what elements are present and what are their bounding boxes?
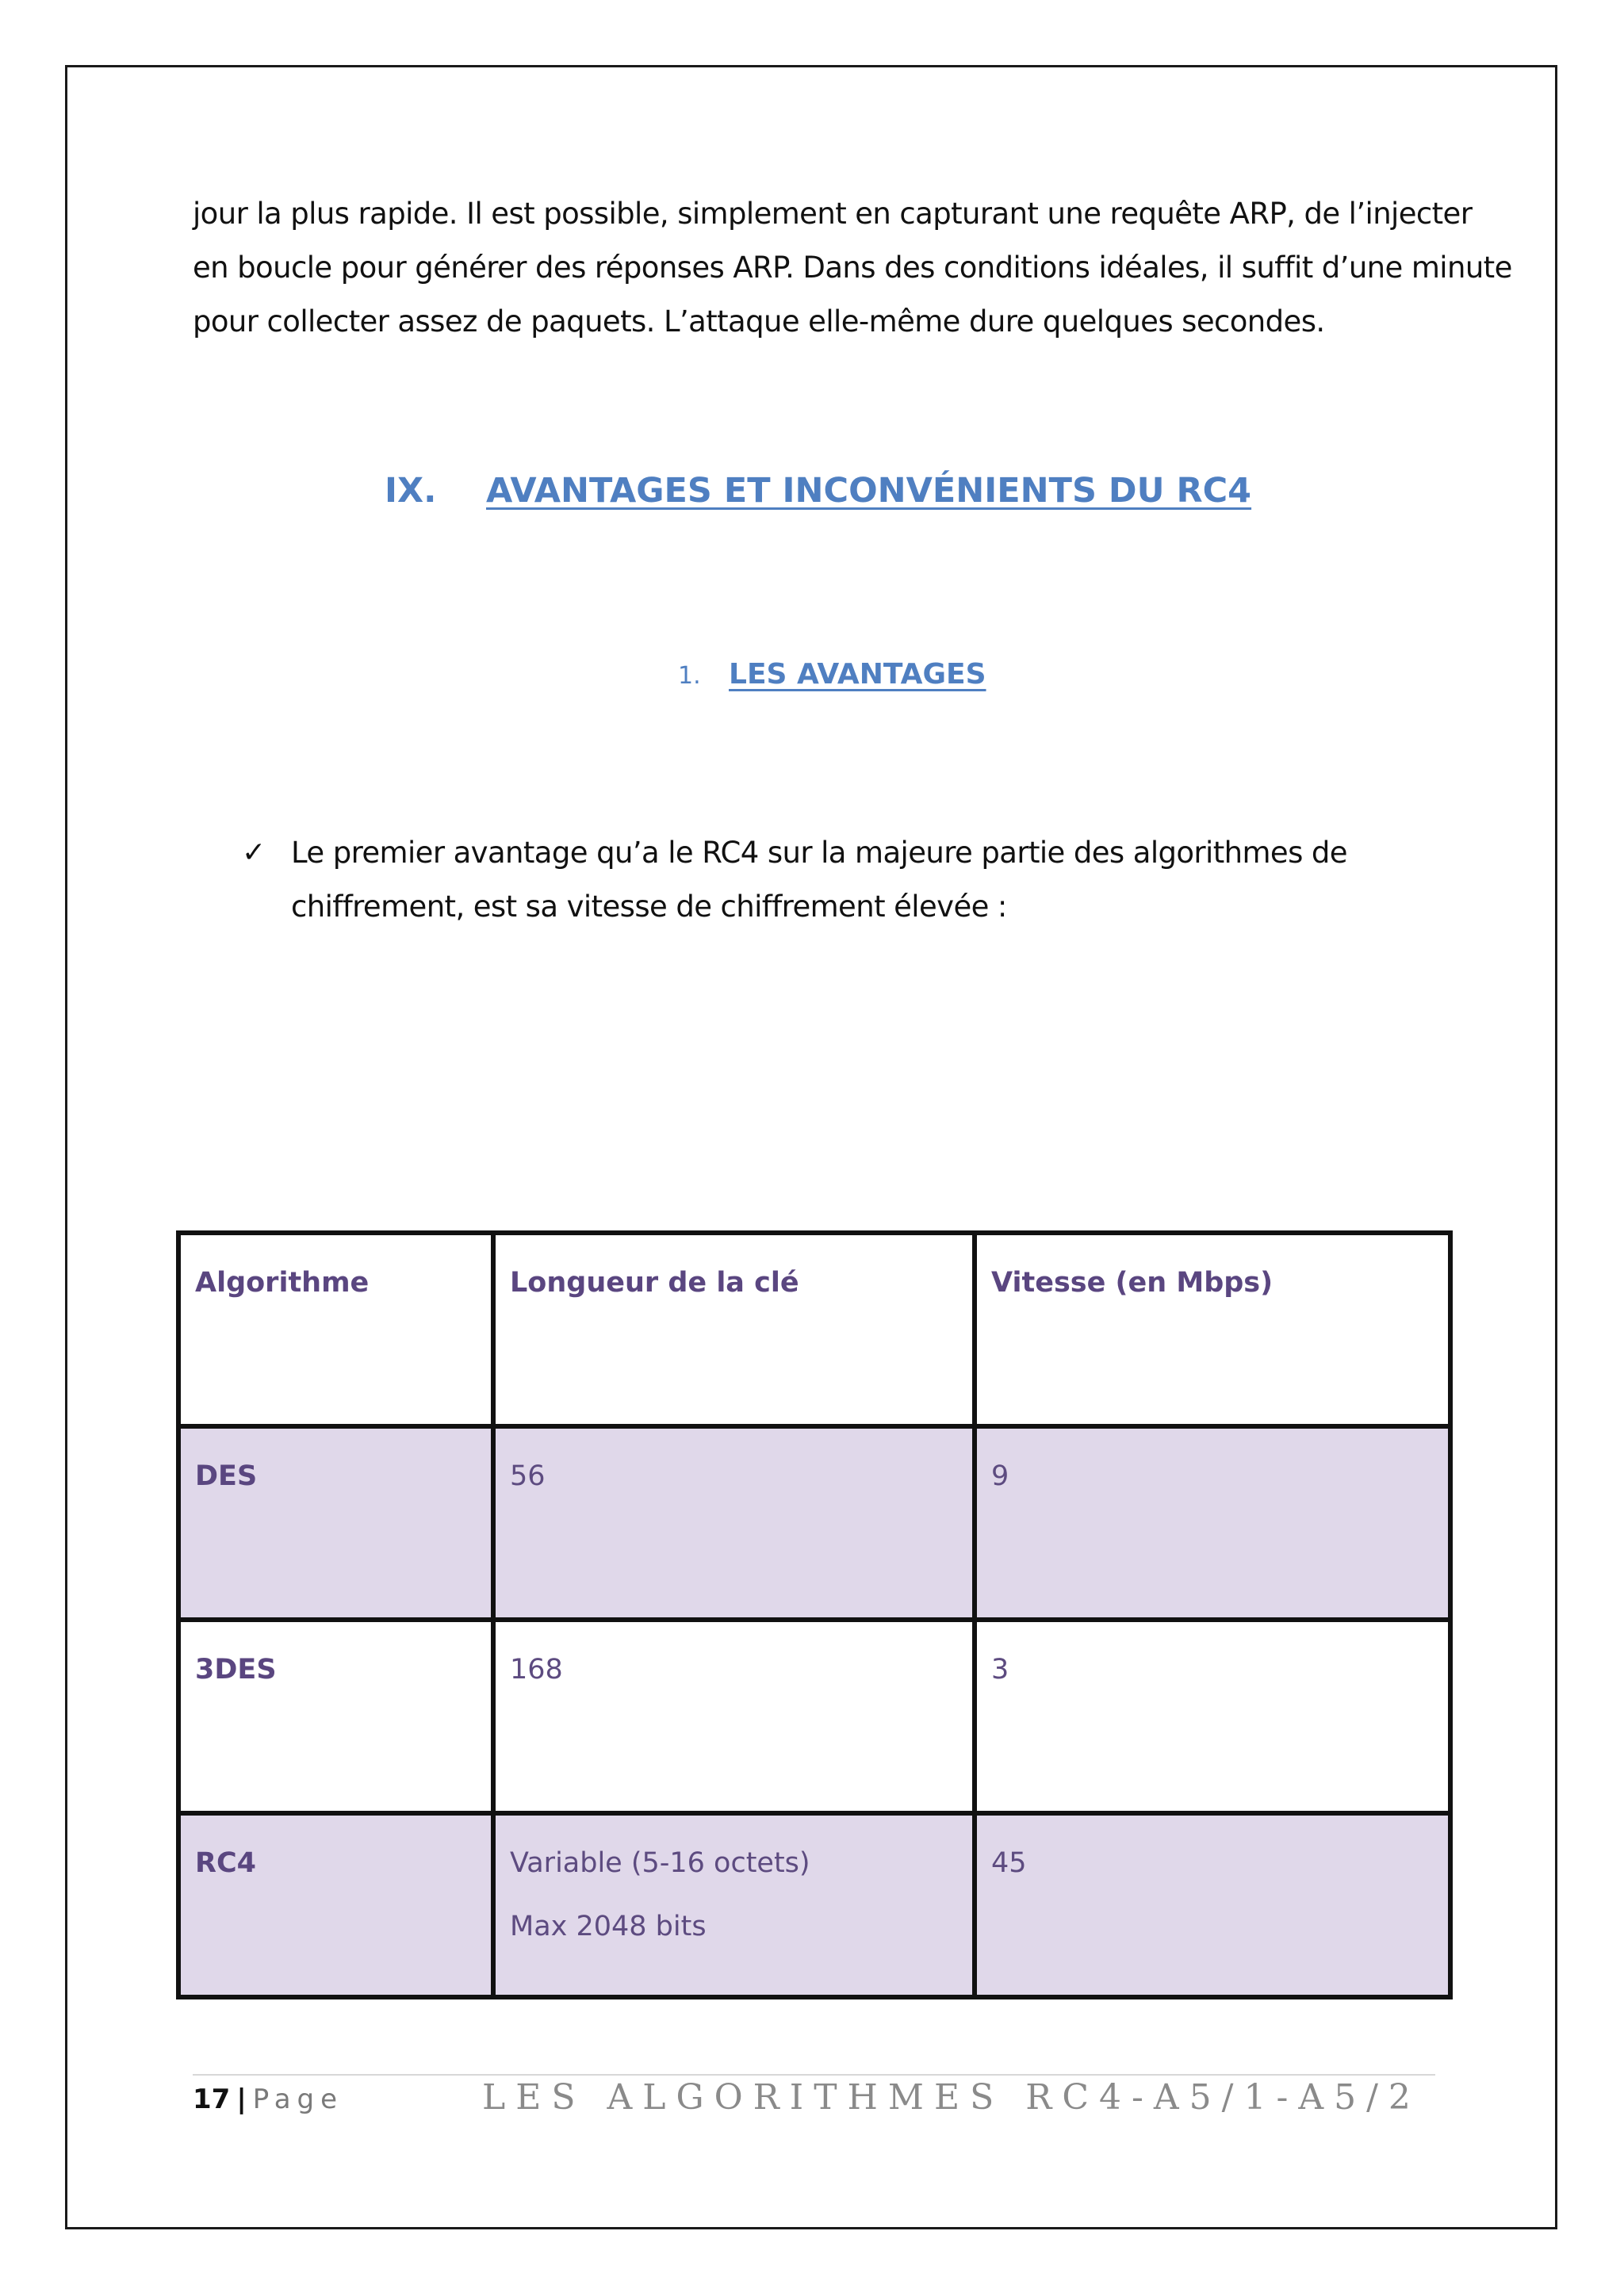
paragraph-line: jour la plus rapide. Il est possible, simplement en capturant une requête ARP, de l’injecter	[193, 197, 1473, 231]
paragraph-line: pour collecter assez de paquets. L’attaque elle-même dure quelques secondes.	[193, 304, 1325, 339]
bullet-line: Le premier avantage qu’a le RC4 sur la majeure partie des algorithmes de	[291, 836, 1347, 870]
page-number: 17	[193, 2084, 231, 2115]
speed-cell: 3	[975, 1620, 1450, 1813]
algorithm-cell: RC4	[178, 1813, 493, 1997]
key-length-cell: 56	[493, 1426, 975, 1620]
key-length-cell	[493, 1813, 975, 1997]
subsection-heading	[678, 658, 986, 691]
speed-comparison-table	[176, 1230, 1453, 1999]
speed-cell: 45	[975, 1813, 1450, 1997]
algorithm-cell: DES	[178, 1426, 493, 1620]
table-row	[178, 1426, 1450, 1620]
footer-divider	[193, 2074, 1435, 2076]
key-length-cell: 168	[493, 1620, 975, 1813]
table-header-row	[178, 1233, 1450, 1426]
body-paragraph	[193, 187, 1512, 349]
key-length-max: Max 2048 bits	[510, 1911, 707, 1942]
algorithm-cell: 3DES	[178, 1620, 493, 1813]
footer-document-title: LES ALGORITHMES RC4-A5/1-A5/2	[482, 2077, 1421, 2118]
paragraph-line: en boucle pour générer des réponses ARP. Dans des conditions idéales, il suffit d’une minute	[193, 251, 1512, 285]
section-heading	[385, 471, 1251, 511]
subsection-title: LES AVANTAGES	[729, 658, 986, 691]
subsection-number: 1.	[678, 662, 701, 690]
check-icon: ✓	[242, 836, 266, 869]
table-header-cell: Vitesse (en Mbps)	[975, 1233, 1450, 1426]
table-header-cell: Algorithme	[178, 1233, 493, 1426]
page-label: Page	[252, 2084, 344, 2115]
bullet-line: chiffrement, est sa vitesse de chiffrement élevée :	[291, 890, 1007, 924]
section-number: IX.	[385, 471, 437, 511]
page-separator: |	[236, 2084, 247, 2115]
footer-page-number	[193, 2084, 343, 2115]
key-length-value: Variable (5-16 octets)	[510, 1847, 810, 1879]
table-row	[178, 1620, 1450, 1813]
table-header-cell: Longueur de la clé	[493, 1233, 975, 1426]
table-row	[178, 1813, 1450, 1997]
section-title: AVANTAGES ET INCONVÉNIENTS DU RC4	[486, 471, 1252, 511]
speed-cell: 9	[975, 1426, 1450, 1620]
bullet-item	[242, 826, 1479, 934]
